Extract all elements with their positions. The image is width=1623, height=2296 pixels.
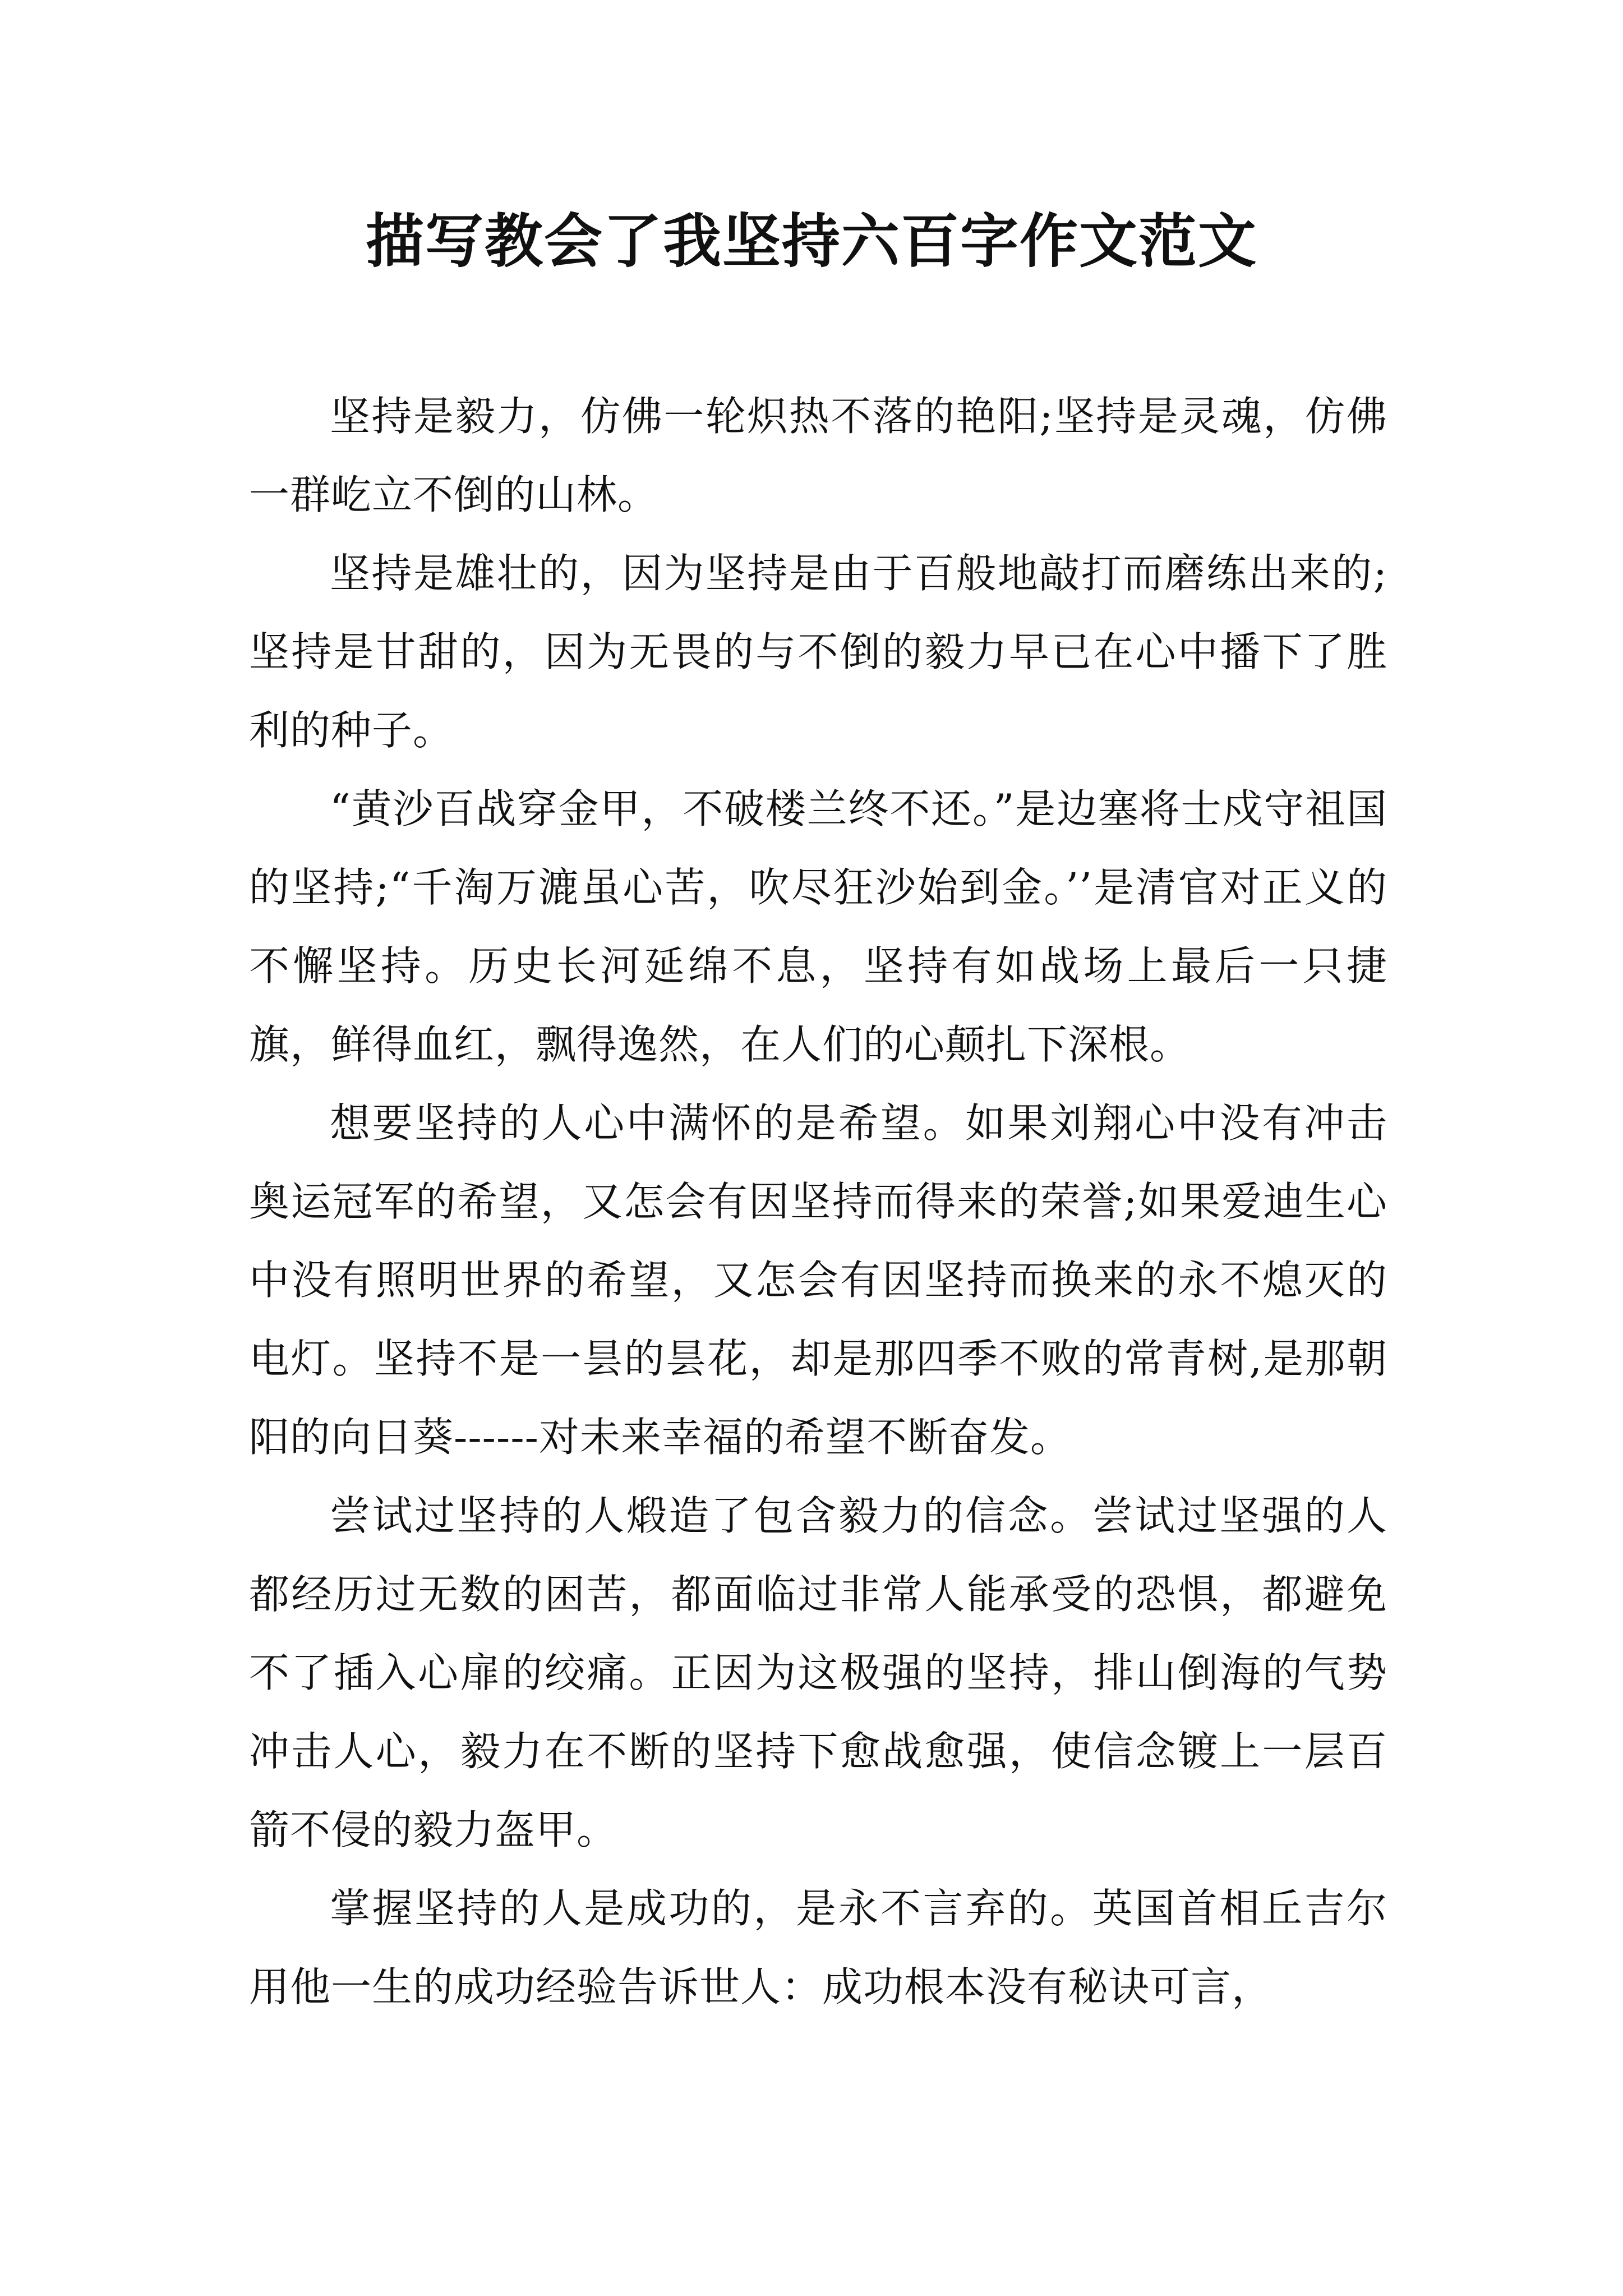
document-body (249, 377, 1387, 2026)
document-title: 描写教会了我坚持六百字作文范文 (365, 206, 1257, 275)
paragraph-3: “黄沙百战穿金甲，不破楼兰终不还。”是边塞将士戍守祖国的坚持;“千淘万漉虽心苦，吹尽狂沙始到金。’’是清官对正义的不懈坚持。历史长河延绵不息，坚持有如战场上最后一只捷旗，鲜得血红，飘得逸然，在人们的心颠扎下深根。 (249, 785, 1387, 1068)
paragraph-6: 掌握坚持的人是成功的，是永不言弃的。英国首相丘吉尔用他一生的成功经验告诉世人：成功根本没有秘诀可言， (249, 1885, 1387, 2010)
paragraph-5: 尝试过坚持的人煅造了包含毅力的信念。尝试过坚强的人都经历过无数的困苦，都面临过非常人能承受的恐惧，都避免不了插入心扉的绞痛。正因为这极强的坚持，排山倒海的气势冲击人心，毅力在不断的坚持下愈战愈强，使信念镀上一层百箭不侵的毅力盔甲。 (249, 1492, 1387, 1853)
paragraph-2: 坚持是雄壮的，因为坚持是由于百般地敲打而磨练出来的;坚持是甘甜的，因为无畏的与不倒的毅力早已在心中播下了胜利的种子。 (249, 550, 1387, 754)
paragraph-4: 想要坚持的人心中满怀的是希望。如果刘翔心中没有冲击奥运冠军的希望，又怎会有因坚持而得来的荣誉;如果爱迪生心中没有照明世界的希望，又怎会有因坚持而换来的永不熄灭的电灯。坚持不是一昙的昙花，却是那四季不败的常青树,是那朝阳的向日葵------对未来幸福的希望不断奋发。 (249, 1099, 1387, 1461)
paragraph-1: 坚持是毅力，仿佛一轮炽热不落的艳阳;坚持是灵魂，仿佛一群屹立不倒的山林。 (249, 393, 1387, 518)
